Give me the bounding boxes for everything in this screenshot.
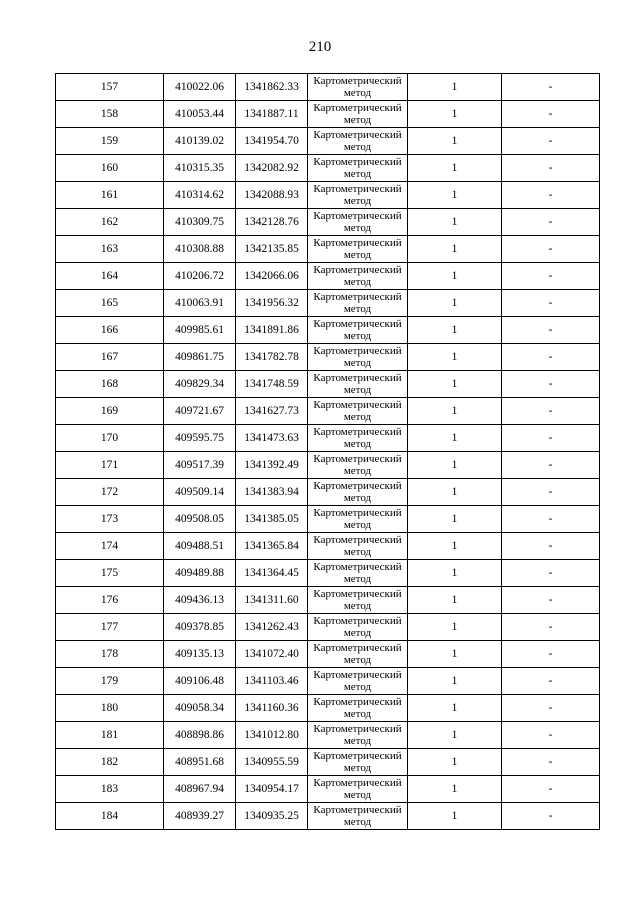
method-line-1: Картометрический bbox=[313, 345, 402, 357]
x-coordinate-cell: 410308.88 bbox=[164, 236, 236, 263]
method-line-1: Картометрический bbox=[313, 534, 402, 546]
x-coordinate-cell: 409861.75 bbox=[164, 344, 236, 371]
method-line-2: метод bbox=[343, 762, 372, 774]
method-line-1: Картометрический bbox=[313, 696, 402, 708]
x-coordinate-cell: 409488.51 bbox=[164, 533, 236, 560]
note-cell: - bbox=[502, 587, 600, 614]
method-line-2: метод bbox=[343, 303, 372, 315]
note-cell: - bbox=[502, 74, 600, 101]
y-coordinate-cell: 1342082.92 bbox=[236, 155, 308, 182]
method-line-2: метод bbox=[343, 519, 372, 531]
method-line-2: метод bbox=[343, 411, 372, 423]
point-number-cell: 180 bbox=[56, 695, 164, 722]
table-row bbox=[56, 749, 600, 776]
accuracy-cell: 1 bbox=[408, 803, 502, 830]
method-cell bbox=[308, 479, 408, 506]
x-coordinate-cell: 409595.75 bbox=[164, 425, 236, 452]
note-cell: - bbox=[502, 101, 600, 128]
method-cell bbox=[308, 344, 408, 371]
point-number-cell: 169 bbox=[56, 398, 164, 425]
point-number-cell: 173 bbox=[56, 506, 164, 533]
method-cell bbox=[308, 560, 408, 587]
y-coordinate-cell: 1342066.06 bbox=[236, 263, 308, 290]
method-cell bbox=[308, 668, 408, 695]
method-cell bbox=[308, 425, 408, 452]
method-cell bbox=[308, 749, 408, 776]
table-row bbox=[56, 74, 600, 101]
table-row bbox=[56, 533, 600, 560]
point-number-cell: 170 bbox=[56, 425, 164, 452]
x-coordinate-cell: 410309.75 bbox=[164, 209, 236, 236]
method-line-2: метод bbox=[343, 114, 372, 126]
method-cell bbox=[308, 398, 408, 425]
method-cell bbox=[308, 695, 408, 722]
method-line-1: Картометрический bbox=[313, 723, 402, 735]
y-coordinate-cell: 1341262.43 bbox=[236, 614, 308, 641]
method-line-2: метод bbox=[343, 384, 372, 396]
accuracy-cell: 1 bbox=[408, 236, 502, 263]
method-cell bbox=[308, 614, 408, 641]
note-cell: - bbox=[502, 263, 600, 290]
point-number-cell: 158 bbox=[56, 101, 164, 128]
note-cell: - bbox=[502, 371, 600, 398]
table-row bbox=[56, 803, 600, 830]
note-cell: - bbox=[502, 209, 600, 236]
accuracy-cell: 1 bbox=[408, 560, 502, 587]
point-number-cell: 160 bbox=[56, 155, 164, 182]
table-row bbox=[56, 506, 600, 533]
accuracy-cell: 1 bbox=[408, 101, 502, 128]
point-number-cell: 162 bbox=[56, 209, 164, 236]
table-row bbox=[56, 722, 600, 749]
note-cell: - bbox=[502, 155, 600, 182]
accuracy-cell: 1 bbox=[408, 371, 502, 398]
y-coordinate-cell: 1341782.78 bbox=[236, 344, 308, 371]
point-number-cell: 168 bbox=[56, 371, 164, 398]
note-cell: - bbox=[502, 452, 600, 479]
point-number-cell: 171 bbox=[56, 452, 164, 479]
method-line-2: метод bbox=[343, 789, 372, 801]
x-coordinate-cell: 409135.13 bbox=[164, 641, 236, 668]
note-cell: - bbox=[502, 236, 600, 263]
accuracy-cell: 1 bbox=[408, 398, 502, 425]
method-line-1: Картометрический bbox=[313, 237, 402, 249]
method-line-1: Картометрический bbox=[313, 102, 402, 114]
method-line-1: Картометрический bbox=[313, 426, 402, 438]
method-line-2: метод bbox=[343, 141, 372, 153]
note-cell: - bbox=[502, 776, 600, 803]
method-line-2: метод bbox=[343, 735, 372, 747]
method-line-2: метод bbox=[343, 708, 372, 720]
method-line-1: Картометрический bbox=[313, 183, 402, 195]
point-number-cell: 175 bbox=[56, 560, 164, 587]
note-cell: - bbox=[502, 614, 600, 641]
method-line-1: Картометрический bbox=[313, 156, 402, 168]
method-line-2: метод bbox=[343, 816, 372, 828]
method-cell bbox=[308, 587, 408, 614]
table-row bbox=[56, 209, 600, 236]
y-coordinate-cell: 1342088.93 bbox=[236, 182, 308, 209]
method-line-1: Картометрический bbox=[313, 588, 402, 600]
note-cell: - bbox=[502, 668, 600, 695]
table-row bbox=[56, 695, 600, 722]
method-line-2: метод bbox=[343, 249, 372, 261]
point-number-cell: 178 bbox=[56, 641, 164, 668]
x-coordinate-cell: 409436.13 bbox=[164, 587, 236, 614]
point-number-cell: 165 bbox=[56, 290, 164, 317]
method-line-2: метод bbox=[343, 438, 372, 450]
accuracy-cell: 1 bbox=[408, 722, 502, 749]
table-row bbox=[56, 776, 600, 803]
y-coordinate-cell: 1340954.17 bbox=[236, 776, 308, 803]
point-number-cell: 163 bbox=[56, 236, 164, 263]
x-coordinate-cell: 410022.06 bbox=[164, 74, 236, 101]
x-coordinate-cell: 410314.62 bbox=[164, 182, 236, 209]
method-cell bbox=[308, 182, 408, 209]
accuracy-cell: 1 bbox=[408, 668, 502, 695]
note-cell: - bbox=[502, 479, 600, 506]
accuracy-cell: 1 bbox=[408, 317, 502, 344]
x-coordinate-cell: 409489.88 bbox=[164, 560, 236, 587]
x-coordinate-cell: 408939.27 bbox=[164, 803, 236, 830]
y-coordinate-cell: 1341954.70 bbox=[236, 128, 308, 155]
y-coordinate-cell: 1341103.46 bbox=[236, 668, 308, 695]
y-coordinate-cell: 1341012.80 bbox=[236, 722, 308, 749]
table-row bbox=[56, 560, 600, 587]
y-coordinate-cell: 1341392.49 bbox=[236, 452, 308, 479]
method-cell bbox=[308, 317, 408, 344]
accuracy-cell: 1 bbox=[408, 74, 502, 101]
point-number-cell: 176 bbox=[56, 587, 164, 614]
method-line-1: Картометрический bbox=[313, 615, 402, 627]
x-coordinate-cell: 408951.68 bbox=[164, 749, 236, 776]
note-cell: - bbox=[502, 695, 600, 722]
table-row bbox=[56, 668, 600, 695]
y-coordinate-cell: 1341160.36 bbox=[236, 695, 308, 722]
method-line-1: Картометрический bbox=[313, 129, 402, 141]
x-coordinate-cell: 409106.48 bbox=[164, 668, 236, 695]
accuracy-cell: 1 bbox=[408, 209, 502, 236]
table-row bbox=[56, 101, 600, 128]
x-coordinate-cell: 410315.35 bbox=[164, 155, 236, 182]
x-coordinate-cell: 409721.67 bbox=[164, 398, 236, 425]
note-cell: - bbox=[502, 803, 600, 830]
accuracy-cell: 1 bbox=[408, 533, 502, 560]
point-number-cell: 167 bbox=[56, 344, 164, 371]
method-line-2: метод bbox=[343, 492, 372, 504]
accuracy-cell: 1 bbox=[408, 641, 502, 668]
accuracy-cell: 1 bbox=[408, 452, 502, 479]
y-coordinate-cell: 1341887.11 bbox=[236, 101, 308, 128]
y-coordinate-cell: 1340935.25 bbox=[236, 803, 308, 830]
table-row bbox=[56, 398, 600, 425]
method-line-2: метод bbox=[343, 87, 372, 99]
method-cell bbox=[308, 533, 408, 560]
method-line-2: метод bbox=[343, 627, 372, 639]
method-line-1: Картометрический bbox=[313, 507, 402, 519]
x-coordinate-cell: 409985.61 bbox=[164, 317, 236, 344]
method-line-2: метод bbox=[343, 654, 372, 666]
method-cell bbox=[308, 452, 408, 479]
method-line-2: метод bbox=[343, 681, 372, 693]
y-coordinate-cell: 1341891.86 bbox=[236, 317, 308, 344]
point-number-cell: 184 bbox=[56, 803, 164, 830]
accuracy-cell: 1 bbox=[408, 182, 502, 209]
table-row bbox=[56, 614, 600, 641]
point-number-cell: 166 bbox=[56, 317, 164, 344]
method-line-1: Картометрический bbox=[313, 480, 402, 492]
method-cell bbox=[308, 641, 408, 668]
method-line-2: метод bbox=[343, 168, 372, 180]
point-number-cell: 161 bbox=[56, 182, 164, 209]
note-cell: - bbox=[502, 533, 600, 560]
method-line-1: Картометрический bbox=[313, 372, 402, 384]
method-line-2: метод bbox=[343, 546, 372, 558]
method-cell bbox=[308, 155, 408, 182]
method-line-1: Картометрический bbox=[313, 750, 402, 762]
coordinates-table bbox=[55, 73, 600, 830]
y-coordinate-cell: 1340955.59 bbox=[236, 749, 308, 776]
accuracy-cell: 1 bbox=[408, 776, 502, 803]
method-cell bbox=[308, 776, 408, 803]
x-coordinate-cell: 408967.94 bbox=[164, 776, 236, 803]
y-coordinate-cell: 1341627.73 bbox=[236, 398, 308, 425]
note-cell: - bbox=[502, 290, 600, 317]
note-cell: - bbox=[502, 398, 600, 425]
y-coordinate-cell: 1341956.32 bbox=[236, 290, 308, 317]
point-number-cell: 174 bbox=[56, 533, 164, 560]
method-line-1: Картометрический bbox=[313, 291, 402, 303]
x-coordinate-cell: 409509.14 bbox=[164, 479, 236, 506]
x-coordinate-cell: 410053.44 bbox=[164, 101, 236, 128]
method-line-1: Картометрический bbox=[313, 264, 402, 276]
table-row bbox=[56, 452, 600, 479]
accuracy-cell: 1 bbox=[408, 128, 502, 155]
accuracy-cell: 1 bbox=[408, 587, 502, 614]
method-line-2: метод bbox=[343, 465, 372, 477]
x-coordinate-cell: 410139.02 bbox=[164, 128, 236, 155]
method-line-1: Картометрический bbox=[313, 777, 402, 789]
method-line-2: метод bbox=[343, 222, 372, 234]
note-cell: - bbox=[502, 641, 600, 668]
note-cell: - bbox=[502, 749, 600, 776]
table-row bbox=[56, 236, 600, 263]
table-row bbox=[56, 317, 600, 344]
table-row bbox=[56, 371, 600, 398]
point-number-cell: 179 bbox=[56, 668, 164, 695]
table-row bbox=[56, 128, 600, 155]
y-coordinate-cell: 1342128.76 bbox=[236, 209, 308, 236]
method-line-1: Картометрический bbox=[313, 561, 402, 573]
method-cell bbox=[308, 371, 408, 398]
method-cell bbox=[308, 128, 408, 155]
method-line-1: Картометрический bbox=[313, 75, 402, 87]
point-number-cell: 181 bbox=[56, 722, 164, 749]
method-cell bbox=[308, 506, 408, 533]
note-cell: - bbox=[502, 182, 600, 209]
y-coordinate-cell: 1342135.85 bbox=[236, 236, 308, 263]
point-number-cell: 183 bbox=[56, 776, 164, 803]
x-coordinate-cell: 410206.72 bbox=[164, 263, 236, 290]
method-cell bbox=[308, 74, 408, 101]
x-coordinate-cell: 410063.91 bbox=[164, 290, 236, 317]
accuracy-cell: 1 bbox=[408, 263, 502, 290]
point-number-cell: 164 bbox=[56, 263, 164, 290]
accuracy-cell: 1 bbox=[408, 506, 502, 533]
method-line-2: метод bbox=[343, 276, 372, 288]
accuracy-cell: 1 bbox=[408, 344, 502, 371]
y-coordinate-cell: 1341365.84 bbox=[236, 533, 308, 560]
method-line-1: Картометрический bbox=[313, 399, 402, 411]
x-coordinate-cell: 409517.39 bbox=[164, 452, 236, 479]
point-number-cell: 157 bbox=[56, 74, 164, 101]
note-cell: - bbox=[502, 128, 600, 155]
table-row bbox=[56, 425, 600, 452]
accuracy-cell: 1 bbox=[408, 290, 502, 317]
method-line-2: метод bbox=[343, 357, 372, 369]
x-coordinate-cell: 409829.34 bbox=[164, 371, 236, 398]
method-cell bbox=[308, 263, 408, 290]
x-coordinate-cell: 408898.86 bbox=[164, 722, 236, 749]
table-row bbox=[56, 587, 600, 614]
x-coordinate-cell: 409508.05 bbox=[164, 506, 236, 533]
method-cell bbox=[308, 290, 408, 317]
x-coordinate-cell: 409378.85 bbox=[164, 614, 236, 641]
method-line-1: Картометрический bbox=[313, 804, 402, 816]
accuracy-cell: 1 bbox=[408, 695, 502, 722]
method-line-2: метод bbox=[343, 600, 372, 612]
note-cell: - bbox=[502, 506, 600, 533]
note-cell: - bbox=[502, 317, 600, 344]
method-line-1: Картометрический bbox=[313, 453, 402, 465]
method-line-1: Картометрический bbox=[313, 642, 402, 654]
method-cell bbox=[308, 236, 408, 263]
accuracy-cell: 1 bbox=[408, 155, 502, 182]
table-row bbox=[56, 290, 600, 317]
y-coordinate-cell: 1341383.94 bbox=[236, 479, 308, 506]
method-line-2: метод bbox=[343, 573, 372, 585]
y-coordinate-cell: 1341364.45 bbox=[236, 560, 308, 587]
page-number: 210 bbox=[308, 39, 332, 55]
table-row bbox=[56, 344, 600, 371]
method-cell bbox=[308, 101, 408, 128]
method-line-1: Картометрический bbox=[313, 318, 402, 330]
note-cell: - bbox=[502, 722, 600, 749]
method-line-2: метод bbox=[343, 330, 372, 342]
table-row bbox=[56, 263, 600, 290]
accuracy-cell: 1 bbox=[408, 614, 502, 641]
method-cell bbox=[308, 209, 408, 236]
method-line-2: метод bbox=[343, 195, 372, 207]
accuracy-cell: 1 bbox=[408, 479, 502, 506]
point-number-cell: 172 bbox=[56, 479, 164, 506]
y-coordinate-cell: 1341072.40 bbox=[236, 641, 308, 668]
x-coordinate-cell: 409058.34 bbox=[164, 695, 236, 722]
y-coordinate-cell: 1341311.60 bbox=[236, 587, 308, 614]
note-cell: - bbox=[502, 560, 600, 587]
point-number-cell: 177 bbox=[56, 614, 164, 641]
table-row bbox=[56, 155, 600, 182]
method-line-1: Картометрический bbox=[313, 669, 402, 681]
y-coordinate-cell: 1341748.59 bbox=[236, 371, 308, 398]
y-coordinate-cell: 1341473.63 bbox=[236, 425, 308, 452]
method-cell bbox=[308, 722, 408, 749]
coordinates-table-body bbox=[56, 74, 600, 830]
accuracy-cell: 1 bbox=[408, 425, 502, 452]
point-number-cell: 159 bbox=[56, 128, 164, 155]
method-line-1: Картометрический bbox=[313, 210, 402, 222]
method-cell bbox=[308, 803, 408, 830]
table-row bbox=[56, 641, 600, 668]
point-number-cell: 182 bbox=[56, 749, 164, 776]
note-cell: - bbox=[502, 425, 600, 452]
y-coordinate-cell: 1341862.33 bbox=[236, 74, 308, 101]
accuracy-cell: 1 bbox=[408, 749, 502, 776]
note-cell: - bbox=[502, 344, 600, 371]
table-row bbox=[56, 182, 600, 209]
y-coordinate-cell: 1341385.05 bbox=[236, 506, 308, 533]
table-row bbox=[56, 479, 600, 506]
